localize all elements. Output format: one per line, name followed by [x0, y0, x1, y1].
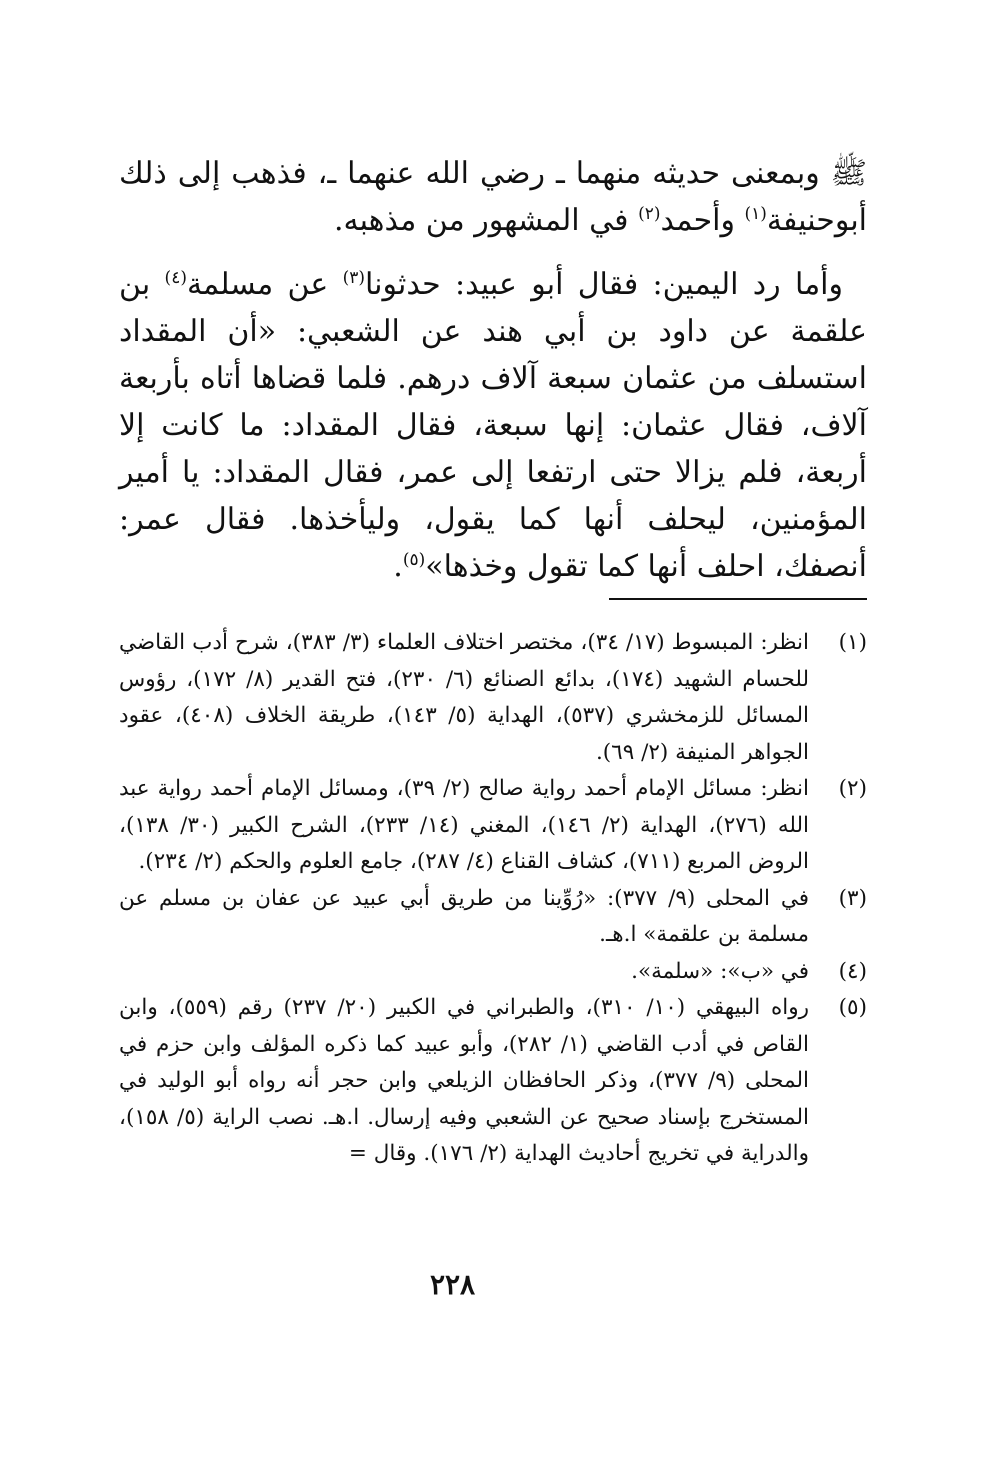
footnote-2 — [119, 771, 867, 881]
paragraph-2-text-b: عن مسلمة — [186, 267, 343, 302]
footnote-ref-5[interactable]: (٥) — [402, 550, 426, 570]
footnote-1 — [119, 625, 867, 771]
paragraph-1-text-c: في المشهور من مذهبه. — [333, 203, 639, 238]
footnote-3 — [119, 881, 867, 954]
footnote-ref-2[interactable]: (٢) — [638, 204, 661, 224]
footnote-ref-3[interactable]: (٣) — [342, 268, 366, 288]
footnotes-section — [119, 625, 867, 1173]
paragraph-2 — [119, 261, 867, 590]
footnote-text: انظر: المبسوط (١٧/ ٣٤)، مختصر اختلاف العلماء (٣/ ٣٨٣)، شرح أدب القاضي للحسام الشهيد (١٧٤)، بدائع الصنائع (٦/ ٢٣٠)، فتح القدير (٨/ ١٧٢)، رؤوس المسائل للزمخشري (٥٣٧)، الهداية (٥/ ١٤٣)، طريقة الخلاف (٤٠٨)، عقود الجواهر المنيفة (٢/ ٦٩). — [119, 630, 810, 765]
footnote-number: (٣) — [838, 885, 867, 911]
paragraph-2-text-a: وأما رد اليمين: فقال أبو عبيد: حدثونا — [365, 267, 843, 302]
footnote-number: (١) — [838, 630, 867, 655]
footnote-number: (٤) — [838, 958, 867, 984]
paragraph-1-text-b: وأحمد — [660, 203, 745, 238]
paragraph-1 — [119, 150, 867, 244]
footnote-ref-4[interactable]: (٤) — [164, 268, 187, 288]
paragraph-1-text-a: ﷺ وبمعنى حديثه منهما ـ رضي الله عنهما ـ، فذهب إلى ذلك أبوحنيفة — [119, 156, 867, 238]
footnote-5 — [119, 990, 867, 1173]
footnote-4 — [119, 954, 867, 991]
footnote-ref-1[interactable]: (١) — [744, 204, 767, 224]
main-text-body — [119, 150, 867, 590]
footnote-text: في «ب»: «سلمة». — [631, 958, 809, 984]
paragraph-2-text-c: بن علقمة عن داود بن أبي هند عن الشعبي: «أن المقداد استسلف من عثمان سبعة آلاف درهم. فلما قضاها أتاه بأربعة آلاف، فقال عثمان: إنها سبعة، فقال المقداد: ما كانت إلا أربعة، فلم يزالا حتى ارتفعا إلى عمر، فقال المقداد: يا أمير المؤمنين، ليحلف أنها كما يقول، وليأخذها. فقال عمر: أنصفك، احلف أنها كما تقول وخذها» — [119, 267, 867, 584]
paragraph-2-text-d: . — [393, 549, 403, 584]
footnote-number: (٥) — [838, 995, 867, 1020]
footnote-text: انظر: مسائل الإمام أحمد رواية صالح (٢/ ٣٩)، ومسائل الإمام أحمد رواية عبد الله (٢٧٦)، الهداية (٢/ ١٤٦)، المغني (١٤/ ٢٣٣)، الشرح الكبير (٣٠/ ١٣٨)، الروض المربع (٧١١)، كشاف القناع (٤/ ٢٨٧)، جامع العلوم والحكم (٢/ ٢٣٤). — [119, 776, 810, 874]
page-number: ٢٢٨ — [429, 1268, 476, 1301]
footnote-number: (٢) — [838, 776, 867, 801]
footnote-separator — [609, 598, 867, 600]
footnote-text: في المحلى (٩/ ٣٧٧): «رُوِّينا من طريق أبي عبيد عن عفان بن مسلم عن مسلمة بن علقمة» ا.هـ. — [119, 885, 810, 947]
footnote-text: رواه البيهقي (١٠/ ٣١٠)، والطبراني في الكبير (٢٠/ ٢٣٧) رقم (٥٥٩)، وابن القاص في أدب القاضي (١/ ٢٨٢)، وأبو عبيد كما ذكره المؤلف وابن حزم في المحلى (٩/ ٣٧٧)، وذكر الحافظان الزيلعي وابن حجر أنه رواه أبو الوليد في المستخرج بإسناد صحيح عن الشعبي وفيه إرسال. ا.هـ. نصب الراية (٥/ ١٥٨)، والدراية في تخريج أحاديث الهداية (٢/ ١٧٦). وقال = — [119, 995, 810, 1166]
